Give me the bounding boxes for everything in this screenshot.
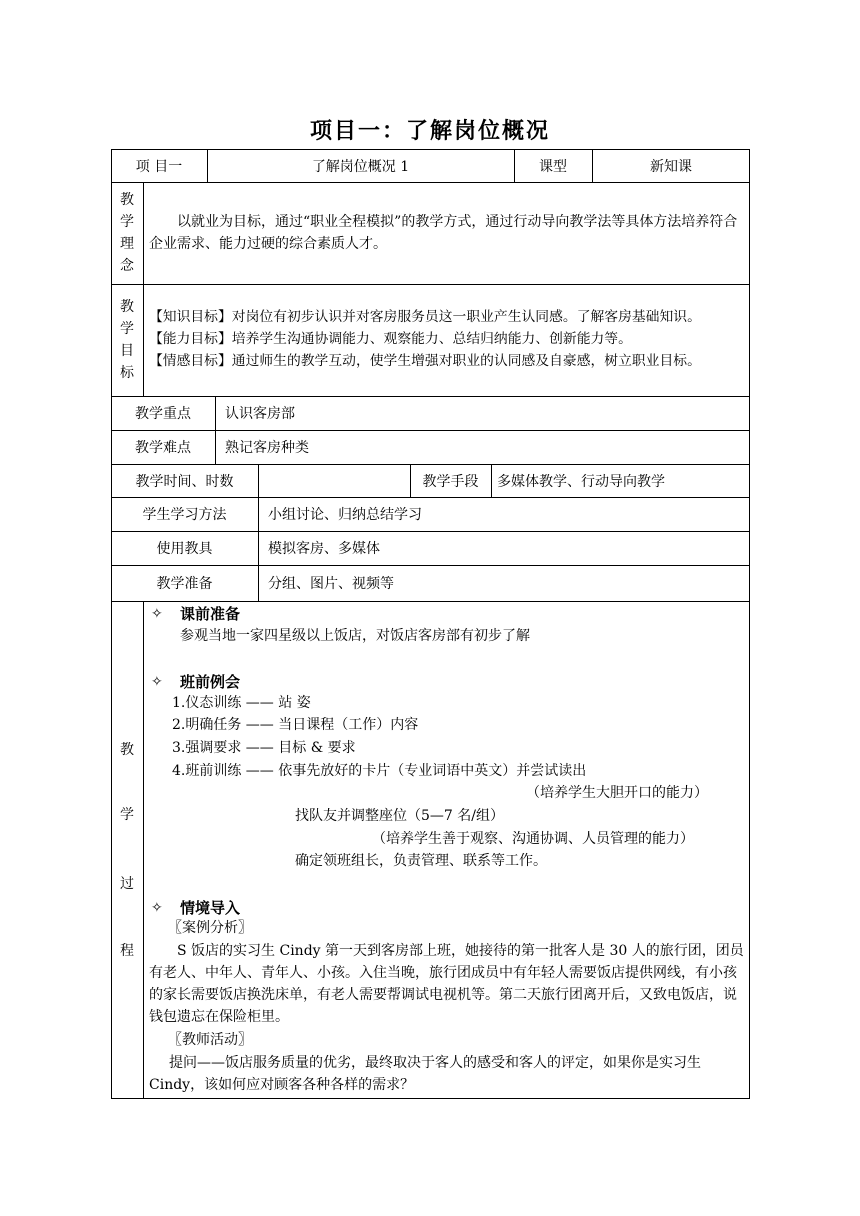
goals-list (149, 306, 749, 372)
focus-label: 教学重点 (135, 406, 191, 422)
meeting-line: 3.强调要求 —— 目标 & 要求 (172, 740, 356, 756)
goal-knowledge: 【知识目标】对岗位有初步认识并对客房服务员这一职业产生认同感。了解客房基础知识。 (149, 309, 701, 325)
project-label: 项 目一 (135, 158, 183, 175)
means-label: 教学手段 (422, 473, 479, 490)
prep-label: 教学准备 (156, 576, 213, 592)
meeting-line: 4.班前训练 —— 依事先放好的卡片（专业词语中英文）并尝试读出 (172, 763, 587, 779)
project-name: 了解岗位概况 1 (311, 158, 410, 175)
goal-ability: 【能力目标】培养学生沟通协调能力、观察能力、总结归纳能力、创新能力等。 (149, 331, 632, 347)
meeting-line: 1.仪态训练 —— 站 姿 (172, 695, 311, 711)
method-value: 小组讨论、归纳总结学习 (268, 507, 422, 523)
bullet-icon: ✧ (151, 674, 163, 690)
meeting-note: （培养学生大胆开口的能力） (526, 785, 708, 801)
section-pre-class-title: 课前准备 (180, 605, 241, 623)
time-label: 教学时间、时数 (135, 473, 234, 490)
process-label: 教 学 过 程 (120, 742, 134, 959)
tools-label: 使用教具 (156, 541, 213, 557)
difficulty-label: 教学难点 (135, 440, 191, 456)
prep-value: 分组、图片、视频等 (268, 576, 394, 592)
teacher-label: 〖教师活动〗 (168, 1032, 252, 1048)
goal-emotion: 【情感目标】通过师生的教学互动，使学生增强对职业的认同感及自豪感，树立职业目标。 (149, 353, 701, 369)
meeting-sub: 找队友并调整座位（5—7 名/组） (295, 808, 504, 824)
concept-text: 以就业为目标，通过“职业全程模拟”的教学方式，通过行动导向教学法等具体方法培养符合企业需求、能力过硬的综合素质人才。 (149, 214, 738, 252)
course-type-value: 新知课 (650, 158, 692, 175)
case-text: S 饭店的实习生 Cindy 第一天到客房部上班，她接待的第一批客人是 30 人的旅行团，团员有老人、中年人、青年人、小孩。入住当晚，旅行团成员中有年轻人需要饭店提供网线，有小孩的家长需要饭店换洗床单，有老人需要帮调试电视机等。第二天旅行团离开后，又致电饭店，说钱包遗忘在保险柜里。 (149, 943, 744, 1025)
means-value: 多媒体教学、行动导向教学 (497, 473, 665, 490)
time-value (258, 464, 410, 497)
bullet-icon: ✧ (151, 900, 163, 916)
bullet-icon: ✧ (151, 606, 163, 622)
case-label: 〖案例分析〗 (168, 920, 252, 936)
section-pre-class-text: 参观当地一家四星级以上饭店，对饭店客房部有初步了解 (180, 628, 530, 644)
meeting-sub: 确定领班组长，负责管理、联系等工作。 (295, 853, 547, 869)
page-title: 项目一：了解岗位概况 (309, 119, 550, 144)
meeting-note: （培养学生善于观察、沟通协调、人员管理的能力） (372, 831, 694, 847)
course-type-label: 课型 (539, 158, 567, 175)
goals-label: 教 学 目 标 (120, 299, 134, 381)
focus-value: 认识客房部 (225, 406, 295, 422)
method-label: 学生学习方法 (142, 507, 227, 523)
section-meeting-title: 班前例会 (180, 673, 241, 691)
tools-value: 模拟客房、多媒体 (268, 541, 380, 557)
section-scenario-title: 情境导入 (180, 899, 241, 917)
teacher-text: 提问——饭店服务质量的优劣，最终取决于客人的感受和客人的评定，如果你是实习生 Cindy，该如何应对顾客各种各样的需求？ (149, 1055, 701, 1093)
meeting-line: 2.明确任务 —— 当日课程（工作）内容 (172, 717, 419, 733)
concept-label: 教 学 理 念 (120, 192, 134, 274)
difficulty-value: 熟记客房种类 (225, 440, 309, 456)
